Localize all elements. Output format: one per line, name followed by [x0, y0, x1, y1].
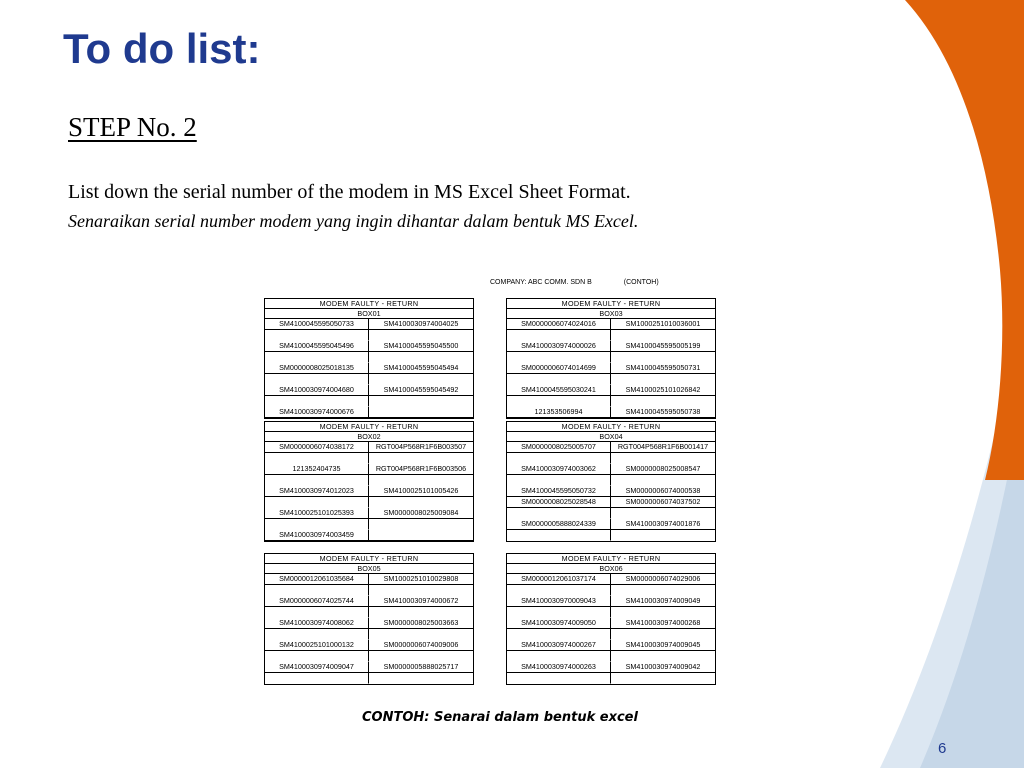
serial-cell: [265, 330, 369, 341]
modem-box-table: [506, 298, 716, 419]
serial-cell: SM1000251010036001: [611, 319, 715, 330]
caption: CONTOH: Senarai dalam bentuk excel: [362, 710, 638, 725]
serial-cell: SM0000008025005707: [507, 442, 611, 453]
serial-cell: SM0000006074029006: [611, 574, 715, 585]
serial-cell: SM4100030974000676: [265, 407, 369, 418]
serial-cell: SM0000006074038172: [265, 442, 369, 453]
serial-cell: [507, 396, 611, 407]
modem-box-table: [264, 421, 474, 542]
contoh-label: (CONTOH): [623, 279, 659, 286]
serial-grid: [506, 574, 716, 685]
serial-cell: SM4100030974000267: [507, 640, 611, 651]
serial-cell: [369, 497, 473, 508]
serial-cell: SM4100045595050738: [611, 407, 715, 418]
serial-cell: [369, 475, 473, 486]
serial-cell: [611, 475, 715, 486]
box-header: MODEM FAULTY - RETURN: [264, 298, 474, 308]
box-label: BOX03: [506, 308, 716, 319]
serial-cell: [369, 374, 473, 385]
modem-box-table: [506, 553, 716, 685]
serial-cell: RGT004P568R1F6B003507: [369, 442, 473, 453]
serial-cell: SM4100030974012023: [265, 486, 369, 497]
serial-cell: [611, 330, 715, 341]
serial-cell: SM4100045595045492: [369, 385, 473, 396]
serial-cell: SM4100045595050733: [265, 319, 369, 330]
serial-cell: SM0000005888025717: [369, 662, 473, 673]
serial-cell: SM4100030974004025: [369, 319, 473, 330]
serial-cell: [265, 453, 369, 464]
serial-cell: SM4100025101000132: [265, 640, 369, 651]
serial-grid: [506, 319, 716, 419]
serial-cell: SM4100025101025393: [265, 508, 369, 519]
serial-cell: SM0000008025028548: [507, 497, 611, 508]
serial-cell: [265, 352, 369, 363]
serial-cell: SM0000008025009084: [369, 508, 473, 519]
serial-cell: SM4100025101005426: [369, 486, 473, 497]
modem-box-table: [506, 421, 716, 542]
serial-cell: [369, 407, 473, 418]
serial-cell: [507, 475, 611, 486]
serial-cell: [611, 607, 715, 618]
box-header: MODEM FAULTY - RETURN: [506, 553, 716, 563]
serial-cell: SM4100030974009042: [611, 662, 715, 673]
serial-cell: SM4100045595005199: [611, 341, 715, 352]
serial-cell: [265, 374, 369, 385]
serial-cell: SM0000008025008547: [611, 464, 715, 475]
serial-cell: SM4100045595045494: [369, 363, 473, 374]
serial-cell: RGT004P568R1F6B003506: [369, 464, 473, 475]
serial-grid: [264, 574, 474, 685]
serial-cell: SM4100030974009045: [611, 640, 715, 651]
serial-cell: [507, 530, 611, 541]
serial-cell: [507, 330, 611, 341]
serial-grid: [506, 442, 716, 542]
serial-cell: [265, 396, 369, 407]
serial-cell: SM0000006074025744: [265, 596, 369, 607]
serial-cell: [507, 607, 611, 618]
instruction-english: List down the serial number of the modem in MS Excel Sheet Format.: [68, 181, 631, 203]
serial-cell: SM0000008025003663: [369, 618, 473, 629]
slide-title: To do list:: [63, 25, 261, 72]
serial-cell: [507, 651, 611, 662]
serial-cell: SM4100030974000672: [369, 596, 473, 607]
serial-cell: SM0000006074009006: [369, 640, 473, 651]
serial-cell: [265, 497, 369, 508]
serial-cell: [369, 585, 473, 596]
serial-cell: [611, 374, 715, 385]
serial-cell: [507, 629, 611, 640]
serial-cell: SM0000008025018135: [265, 363, 369, 374]
page-number: 6: [938, 740, 947, 757]
serial-cell: SM4100030970009043: [507, 596, 611, 607]
serial-cell: SM4100030974009050: [507, 618, 611, 629]
serial-cell: SM4100030974009049: [611, 596, 715, 607]
serial-cell: [369, 629, 473, 640]
serial-cell: [611, 651, 715, 662]
serial-cell: SM0000012061035684: [265, 574, 369, 585]
serial-grid: [264, 442, 474, 542]
serial-cell: [265, 629, 369, 640]
serial-grid: [264, 319, 474, 419]
serial-cell: SM4100030974008062: [265, 618, 369, 629]
serial-cell: [369, 607, 473, 618]
serial-cell: [611, 530, 715, 541]
serial-cell: [611, 629, 715, 640]
serial-cell: SM0000005888024339: [507, 519, 611, 530]
serial-cell: SM4100030974003062: [507, 464, 611, 475]
serial-cell: [611, 585, 715, 596]
serial-cell: [265, 673, 369, 684]
serial-cell: [369, 330, 473, 341]
serial-cell: [369, 396, 473, 407]
serial-cell: SM4100030974001876: [611, 519, 715, 530]
serial-cell: 121353506994: [507, 407, 611, 418]
box-label: BOX06: [506, 563, 716, 574]
serial-cell: [369, 530, 473, 541]
serial-cell: [611, 508, 715, 519]
instruction-malay: Senaraikan serial number modem yang ingin dihantar dalam bentuk MS Excel.: [68, 211, 639, 231]
serial-cell: SM4100030974009047: [265, 662, 369, 673]
serial-cell: [265, 519, 369, 530]
serial-cell: [265, 607, 369, 618]
step-heading: STEP No. 2: [68, 112, 197, 142]
serial-cell: SM4100045595050731: [611, 363, 715, 374]
orange-ribbon: [905, 0, 1024, 480]
serial-cell: [507, 352, 611, 363]
serial-cell: [369, 519, 473, 530]
serial-cell: [507, 453, 611, 464]
serial-cell: SM4100030974000268: [611, 618, 715, 629]
serial-cell: SM4100045595045496: [265, 341, 369, 352]
serial-cell: [611, 673, 715, 684]
serial-cell: SM4100030974000263: [507, 662, 611, 673]
modem-box-table: [264, 553, 474, 685]
box-label: BOX01: [264, 308, 474, 319]
modem-box-table: [264, 298, 474, 419]
serial-cell: [507, 508, 611, 519]
box-header: MODEM FAULTY - RETURN: [264, 553, 474, 563]
serial-cell: SM4100025101026842: [611, 385, 715, 396]
serial-cell: [265, 651, 369, 662]
serial-cell: [507, 374, 611, 385]
serial-cell: SM4100045595045500: [369, 341, 473, 352]
serial-cell: [265, 585, 369, 596]
box-label: BOX05: [264, 563, 474, 574]
serial-cell: SM4100030974000026: [507, 341, 611, 352]
serial-cell: [611, 352, 715, 363]
serial-cell: [369, 651, 473, 662]
serial-cell: [265, 475, 369, 486]
serial-cell: SM0000012061037174: [507, 574, 611, 585]
serial-cell: [507, 585, 611, 596]
company-name: COMPANY: ABC COMM. SDN B: [490, 279, 592, 286]
serial-cell: [507, 673, 611, 684]
serial-cell: SM4100030974003459: [265, 530, 369, 541]
serial-cell: [369, 352, 473, 363]
serial-cell: SM0000006074024016: [507, 319, 611, 330]
box-header: MODEM FAULTY - RETURN: [506, 298, 716, 308]
company-line: [490, 279, 659, 286]
serial-cell: [369, 453, 473, 464]
serial-cell: RGT004P568R1F6B001417: [611, 442, 715, 453]
serial-cell: 121352404735: [265, 464, 369, 475]
serial-cell: SM4100045595050732: [507, 486, 611, 497]
box-label: BOX04: [506, 431, 716, 442]
serial-cell: [611, 453, 715, 464]
serial-cell: SM4100030974004680: [265, 385, 369, 396]
box-header: MODEM FAULTY - RETURN: [264, 421, 474, 431]
box-header: MODEM FAULTY - RETURN: [506, 421, 716, 431]
serial-cell: SM1000251010029808: [369, 574, 473, 585]
serial-cell: SM0000006074037502: [611, 497, 715, 508]
serial-cell: [611, 396, 715, 407]
serial-cell: SM0000006074014699: [507, 363, 611, 374]
serial-cell: SM0000006074000538: [611, 486, 715, 497]
serial-cell: SM4100045595030241: [507, 385, 611, 396]
box-label: BOX02: [264, 431, 474, 442]
serial-cell: [369, 673, 473, 684]
